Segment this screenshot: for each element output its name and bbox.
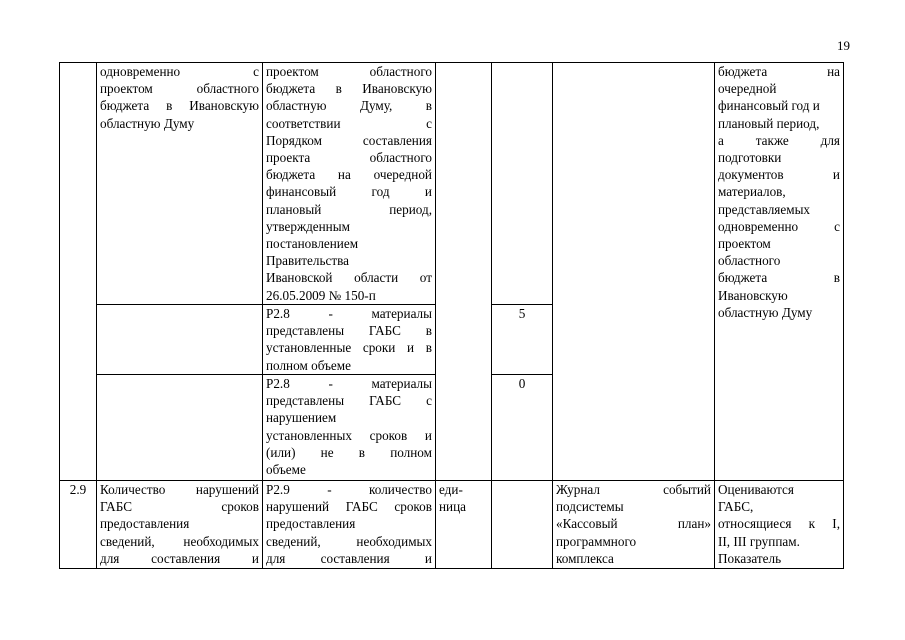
text-line: сведений, необходимых: [100, 533, 259, 549]
text-line: бюджета в Ивановскую: [266, 81, 432, 97]
text-line: представлены ГАБС в: [266, 323, 432, 339]
cell-source: [553, 63, 715, 481]
text-line: а также для: [718, 132, 840, 148]
text-line: для составления и: [266, 550, 432, 566]
text-line: нарушений ГАБС сроков: [266, 499, 432, 515]
cell-calculation: [263, 375, 436, 481]
text-line: материалов,: [718, 184, 786, 200]
cell-number: [60, 481, 97, 569]
text-line: Р2.8 - материалы: [266, 376, 432, 391]
text-line: документов и: [718, 167, 840, 183]
page-number: 19: [837, 38, 850, 53]
table-row: [60, 63, 844, 305]
text-line: Правительства: [266, 253, 349, 269]
text-line: областную Думу: [100, 115, 195, 131]
text-line: программного: [556, 533, 637, 549]
text-line: подсистемы: [556, 499, 624, 515]
text-line: проектом областного: [100, 81, 259, 97]
cell-score: [492, 63, 553, 305]
text-line: Ивановскую: [718, 287, 788, 303]
cell-calculation: [263, 481, 436, 569]
text-line: ГАБС,: [718, 499, 754, 515]
text-line: бюджета на: [718, 64, 840, 79]
text-line: подготовки: [718, 150, 782, 166]
cell-unit: [436, 63, 492, 481]
text-line: относящиеся к I,: [718, 516, 840, 532]
text-line: установленных сроков и: [266, 427, 432, 443]
text-line: комплекса: [556, 550, 614, 566]
text-line: представлены ГАБС с: [266, 393, 432, 409]
text-line: Р2.8 - материалы: [266, 306, 432, 321]
cell-score: [492, 375, 553, 481]
text-line: утвержденным: [266, 218, 350, 234]
text-line: очередной: [718, 81, 777, 97]
text-line: «Кассовый план»: [556, 516, 711, 532]
text-line: Показатель: [718, 550, 782, 566]
text-line: II, III группам.: [718, 533, 800, 549]
cell-indicator-name: [97, 305, 263, 375]
text-line: предоставления: [266, 516, 356, 532]
cell-source: [553, 481, 715, 569]
cell-unit: [436, 481, 492, 569]
cell-indicator-name: [97, 481, 263, 569]
text-line: проектом: [718, 236, 771, 252]
text-line: финансовый год и: [718, 98, 820, 114]
text-line: объеме: [266, 462, 306, 478]
cell-calculation: [263, 63, 436, 305]
text-line: еди-: [439, 482, 463, 497]
text-line: проектом областного: [266, 64, 432, 79]
text-line: нарушением: [266, 410, 337, 426]
text-line: бюджета в Ивановскую: [100, 98, 259, 114]
cell-indicator-name: [97, 63, 263, 305]
text-line: Количество нарушений: [100, 482, 259, 497]
cell-indicator-name: [97, 375, 263, 481]
text-line: предоставления: [100, 516, 190, 532]
text-line: Порядком составления: [266, 132, 432, 148]
text-line: для составления и: [100, 550, 259, 566]
score-value: 0: [518, 376, 526, 391]
text-line: соответствии с: [266, 115, 432, 131]
text-line: Оцениваются: [718, 482, 794, 497]
cell-number: [60, 63, 97, 481]
text-line: сведений, необходимых: [266, 533, 432, 549]
cell-score: [492, 305, 553, 375]
text-line: областного: [718, 253, 781, 269]
text-line: бюджета на очередной: [266, 167, 432, 183]
text-line: плановый период,: [266, 201, 432, 217]
text-line: ГАБС сроков: [100, 499, 259, 515]
text-line: одновременно с: [718, 218, 840, 234]
cell-note: [715, 481, 844, 569]
cell-note: [715, 63, 844, 481]
cell-score: [492, 481, 553, 569]
text-line: полном объеме: [266, 357, 351, 373]
text-line: одновременно с: [100, 64, 259, 79]
indicator-table: [59, 62, 844, 569]
text-line: (или) не в полном: [266, 444, 432, 460]
cell-calculation: [263, 305, 436, 375]
text-line: постановлением: [266, 236, 359, 252]
text-line: Журнал событий: [556, 482, 711, 497]
text-line: представляемых: [718, 201, 811, 217]
text-line: Ивановской области от: [266, 270, 432, 286]
text-line: плановый период,: [718, 115, 820, 131]
text-line: 26.05.2009 № 150-п: [266, 287, 376, 303]
text-line: Р2.9 - количество: [266, 482, 432, 497]
text-line: проекта областного: [266, 150, 432, 166]
row-number: 2.9: [69, 482, 87, 497]
table-row: [60, 481, 844, 569]
text-line: областную Думу, в: [266, 98, 432, 114]
text-line: установленные сроки и в: [266, 340, 432, 356]
text-line: областную Думу: [718, 304, 813, 320]
text-line: ница: [439, 499, 467, 515]
text-line: бюджета в: [718, 270, 840, 286]
text-line: финансовый год и: [266, 184, 432, 200]
score-value: 5: [518, 306, 526, 321]
